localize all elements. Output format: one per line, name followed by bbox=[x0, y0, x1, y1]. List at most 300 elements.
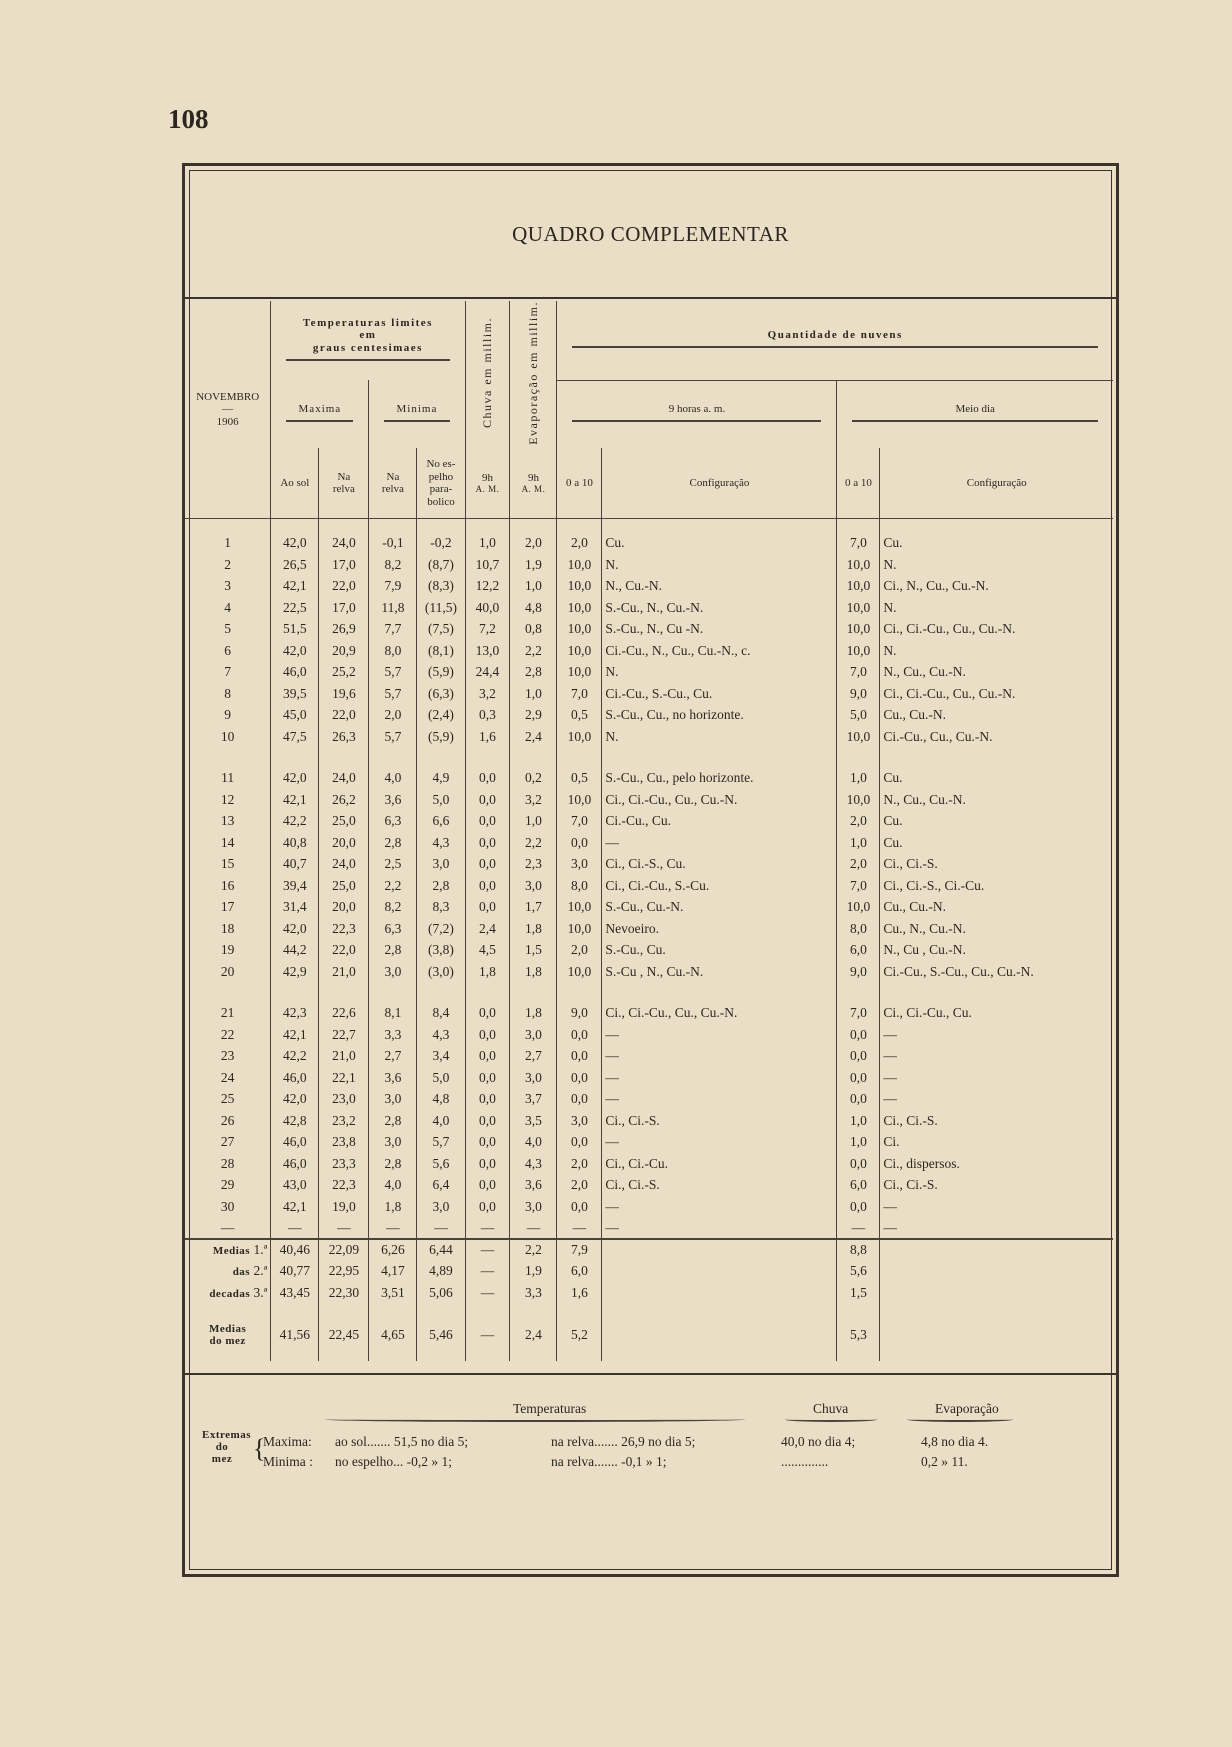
table-cell: 5,7 bbox=[369, 683, 417, 705]
table-cell: 3,5 bbox=[510, 1110, 557, 1132]
table-cell: 20 bbox=[185, 961, 271, 983]
table-cell: 9,0 bbox=[837, 683, 880, 705]
table-cell: 3,6 bbox=[510, 1174, 557, 1196]
table-cell: 4,3 bbox=[417, 832, 465, 854]
spacer-row bbox=[185, 518, 1113, 532]
table-cell: 23,2 bbox=[319, 1110, 369, 1132]
table-cell: Cu., N., Cu.-N. bbox=[883, 920, 966, 936]
table-cell: 0,0 bbox=[837, 1045, 880, 1067]
cloud-config-midday-header: Configuração bbox=[966, 476, 1027, 489]
table-cell: Cu. bbox=[883, 834, 903, 850]
table-cell: 1,6 bbox=[465, 726, 510, 748]
table-cell: 1,0 bbox=[510, 683, 557, 705]
month-mean-row bbox=[185, 1323, 1113, 1347]
table-cell: 3,0 bbox=[417, 1196, 465, 1218]
ao-sol-header: Ao sol bbox=[271, 448, 319, 518]
table-cell bbox=[602, 1260, 837, 1282]
table-cell: 3,0 bbox=[369, 961, 417, 983]
table-cell: 22,5 bbox=[271, 597, 319, 619]
table-cell: Cu. bbox=[883, 535, 903, 551]
table-cell: 22,45 bbox=[319, 1323, 369, 1347]
table-cell: 10,0 bbox=[837, 726, 880, 748]
table-cell: — bbox=[883, 1069, 897, 1085]
table-cell: 10,0 bbox=[837, 789, 880, 811]
table-cell: 0,0 bbox=[465, 896, 510, 918]
table-cell: Ci., Ci.-Cu., Cu., Cu.-N. bbox=[602, 1002, 837, 1024]
table-cell: 42,1 bbox=[271, 789, 319, 811]
day-row bbox=[185, 789, 1113, 811]
day-row bbox=[185, 575, 1113, 597]
day-row bbox=[185, 961, 1113, 983]
table-bottom-divider bbox=[185, 1373, 1116, 1375]
table-cell: 40,46 bbox=[271, 1239, 319, 1261]
table-cell bbox=[880, 982, 1113, 1002]
table-cell: — bbox=[369, 1217, 417, 1239]
table-cell: — bbox=[417, 1217, 465, 1239]
temperature-brace bbox=[325, 1417, 745, 1422]
table-cell: 3,6 bbox=[369, 789, 417, 811]
rain-min: .............. bbox=[781, 1454, 829, 1469]
table-cell: — bbox=[602, 832, 837, 854]
table-cell: 6,0 bbox=[837, 1174, 880, 1196]
table-cell: 0,0 bbox=[465, 1024, 510, 1046]
table-cell: 0,0 bbox=[557, 1024, 602, 1046]
table-cell: 2,8 bbox=[510, 661, 557, 683]
table-cell: 26,3 bbox=[319, 726, 369, 748]
table-cell bbox=[465, 1303, 510, 1323]
table-cell: 1,0 bbox=[837, 1131, 880, 1153]
data-table bbox=[185, 301, 1113, 1361]
table-cell bbox=[185, 982, 271, 1002]
table-cell: Ci., Ci.-Cu., Cu. bbox=[883, 1005, 972, 1021]
table-cell: 1,8 bbox=[510, 918, 557, 940]
table-cell: 30 bbox=[185, 1196, 271, 1218]
table-cell: 5,6 bbox=[417, 1153, 465, 1175]
table-cell: 8,0 bbox=[557, 875, 602, 897]
decade-label: Medias 1.ª bbox=[185, 1239, 271, 1261]
table-cell: 6,4 bbox=[417, 1174, 465, 1196]
table-cell: 10,0 bbox=[557, 640, 602, 662]
table-cell: Ci.-Cu., N., Cu., Cu.-N., c. bbox=[602, 640, 837, 662]
table-cell: 5,0 bbox=[417, 1067, 465, 1089]
day-row bbox=[185, 853, 1113, 875]
day-row bbox=[185, 704, 1113, 726]
table-cell: 10,0 bbox=[837, 640, 880, 662]
day-row bbox=[185, 597, 1113, 619]
table-cell: 4,3 bbox=[417, 1024, 465, 1046]
table-cell: 7,0 bbox=[557, 683, 602, 705]
day-row bbox=[185, 640, 1113, 662]
table-cell: Ci., Ci.-S. bbox=[883, 1112, 938, 1128]
table-cell: 2,2 bbox=[510, 1239, 557, 1261]
table-cell: 0,0 bbox=[465, 1153, 510, 1175]
table-cell: Cu., Cu.-N. bbox=[883, 899, 946, 915]
table-cell: 10,0 bbox=[557, 554, 602, 576]
table-cell: 17,0 bbox=[319, 597, 369, 619]
table-cell: 0,0 bbox=[557, 1067, 602, 1089]
table-cell: 22,30 bbox=[319, 1282, 369, 1304]
day-row bbox=[185, 1196, 1113, 1218]
table-cell: Ci., Ci.-Cu. bbox=[602, 1153, 837, 1175]
table-cell bbox=[880, 1282, 1113, 1304]
table-cell: 0,0 bbox=[465, 875, 510, 897]
table-cell: 10,0 bbox=[557, 597, 602, 619]
table-cell: — bbox=[465, 1282, 510, 1304]
table-cell: Ci., Ci.-S. bbox=[602, 1174, 837, 1196]
table-cell: 42,9 bbox=[271, 961, 319, 983]
table-cell: Cu. bbox=[883, 770, 903, 786]
table-cell: Ci.-Cu., Cu., Cu.-N. bbox=[883, 728, 993, 744]
table-cell bbox=[465, 982, 510, 1002]
minima-label: Minima : bbox=[263, 1454, 313, 1469]
table-cell: 5,0 bbox=[417, 789, 465, 811]
table-cell: 51,5 bbox=[271, 618, 319, 640]
table-cell: 3,51 bbox=[369, 1282, 417, 1304]
table-cell: 24 bbox=[185, 1067, 271, 1089]
day-row bbox=[185, 683, 1113, 705]
table-cell: 3,3 bbox=[510, 1282, 557, 1304]
table-cell bbox=[880, 1347, 1113, 1361]
table-cell: 23,3 bbox=[319, 1153, 369, 1175]
table-cell: — bbox=[602, 1131, 837, 1153]
day-row bbox=[185, 896, 1113, 918]
table-cell bbox=[557, 1347, 602, 1361]
rain-header: Chuva em millim. bbox=[465, 301, 510, 448]
table-cell: 2,5 bbox=[369, 853, 417, 875]
table-cell: (8,7) bbox=[417, 554, 465, 576]
table-cell: — bbox=[185, 1217, 271, 1239]
evap-max: 4,8 no dia 4. bbox=[921, 1434, 989, 1449]
table-cell: 0,0 bbox=[465, 1196, 510, 1218]
table-cell: 1,9 bbox=[510, 1260, 557, 1282]
table-cell: (5,9) bbox=[417, 726, 465, 748]
table-cell bbox=[271, 747, 319, 767]
table-cell: 40,77 bbox=[271, 1260, 319, 1282]
table-cell: 42,1 bbox=[271, 1196, 319, 1218]
table-cell: 6,0 bbox=[557, 1260, 602, 1282]
table-cell: N. bbox=[602, 661, 837, 683]
table-cell: 22,3 bbox=[319, 1174, 369, 1196]
table-cell: 25,0 bbox=[319, 875, 369, 897]
table-cell: Cu., Cu.-N. bbox=[883, 707, 946, 723]
table-cell: 5,0 bbox=[837, 704, 880, 726]
nine-hours-header: 9 horas a. m. bbox=[557, 380, 837, 448]
table-cell: 1,5 bbox=[837, 1282, 880, 1304]
table-cell: 10,0 bbox=[557, 618, 602, 640]
table-cell: 0,0 bbox=[465, 1002, 510, 1024]
table-cell: 10,0 bbox=[837, 896, 880, 918]
table-cell: 40,0 bbox=[465, 597, 510, 619]
table-cell: Ci., N., Cu., Cu.-N. bbox=[883, 578, 989, 594]
evaporation-header: Evaporação em millim. bbox=[510, 301, 557, 448]
table-cell: 5,46 bbox=[417, 1323, 465, 1347]
decade-label: decadas 3.ª bbox=[185, 1282, 271, 1304]
table-cell: 3,0 bbox=[557, 853, 602, 875]
table-cell: (3,8) bbox=[417, 939, 465, 961]
table-cell: 13,0 bbox=[465, 640, 510, 662]
table-cell: N. bbox=[602, 726, 837, 748]
table-cell: (6,3) bbox=[417, 683, 465, 705]
temp-brace bbox=[286, 359, 449, 361]
table-cell: 0,0 bbox=[557, 1196, 602, 1218]
max-relva: na relva....... 26,9 no dia 5; bbox=[551, 1434, 696, 1449]
table-cell: 0,0 bbox=[557, 1131, 602, 1153]
table-cell: 0,0 bbox=[465, 1131, 510, 1153]
minima-header: Minima bbox=[369, 380, 465, 448]
day-row bbox=[185, 832, 1113, 854]
table-cell: S.-Cu., Cu.-N. bbox=[602, 896, 837, 918]
table-cell bbox=[557, 518, 602, 532]
table-cell bbox=[271, 1347, 319, 1361]
table-cell: 22 bbox=[185, 1024, 271, 1046]
table-cell: — bbox=[602, 1045, 837, 1067]
table-cell: 42,2 bbox=[271, 810, 319, 832]
table-cell bbox=[602, 747, 837, 767]
table-cell: 7,2 bbox=[465, 618, 510, 640]
table-cell: 2,0 bbox=[510, 532, 557, 554]
table-cell: 0,2 bbox=[510, 767, 557, 789]
table-cell: 8,3 bbox=[417, 896, 465, 918]
day-row bbox=[185, 661, 1113, 683]
midday-header: Meio dia bbox=[837, 380, 1113, 448]
table-cell: 4,8 bbox=[417, 1088, 465, 1110]
table-cell: Ci., Ci.-Cu., S.-Cu. bbox=[602, 875, 837, 897]
table-cell: 8 bbox=[185, 683, 271, 705]
table-cell: Ci., Ci.-S. bbox=[883, 856, 938, 872]
spacer-row bbox=[185, 747, 1113, 767]
day-row bbox=[185, 1024, 1113, 1046]
spacer-row bbox=[185, 982, 1113, 1002]
table-cell: Ci., Ci.-Cu., Cu., Cu.-N. bbox=[883, 685, 1016, 701]
table-cell: 10,0 bbox=[557, 789, 602, 811]
table-cell: Ci.-Cu., S.-Cu., Cu., Cu.-N. bbox=[883, 963, 1034, 979]
table-cell: 12,2 bbox=[465, 575, 510, 597]
table-cell: 22,0 bbox=[319, 575, 369, 597]
table-cell: 43,0 bbox=[271, 1174, 319, 1196]
table-cell: 2,4 bbox=[510, 726, 557, 748]
table-cell: 22,0 bbox=[319, 704, 369, 726]
table-cell: — bbox=[465, 1323, 510, 1347]
table-cell: Ci., Ci.-Cu., Cu., Cu.-N. bbox=[602, 789, 837, 811]
table-cell: 7,9 bbox=[369, 575, 417, 597]
table-cell: Ci., dispersos. bbox=[883, 1155, 960, 1171]
table-cell: 0,0 bbox=[837, 1153, 880, 1175]
table-cell: 46,0 bbox=[271, 1153, 319, 1175]
table-cell: 1,6 bbox=[557, 1282, 602, 1304]
table-cell: 3,2 bbox=[510, 789, 557, 811]
clouds-brace bbox=[572, 346, 1098, 348]
table-cell bbox=[557, 747, 602, 767]
table-cell: 0,0 bbox=[465, 1174, 510, 1196]
table-cell: 22,3 bbox=[319, 918, 369, 940]
table-cell: 26,9 bbox=[319, 618, 369, 640]
table-cell: 8,8 bbox=[837, 1239, 880, 1261]
table-cell: 4,0 bbox=[417, 1110, 465, 1132]
table-cell: (8,3) bbox=[417, 575, 465, 597]
table-cell: N., Cu , Cu.-N. bbox=[883, 942, 966, 958]
title-divider bbox=[185, 297, 1116, 299]
table-cell: 24,0 bbox=[319, 853, 369, 875]
table-cell bbox=[369, 1303, 417, 1323]
table-cell bbox=[319, 747, 369, 767]
table-cell: 0,8 bbox=[510, 618, 557, 640]
table-cell: 2,7 bbox=[369, 1045, 417, 1067]
table-cell bbox=[602, 518, 837, 532]
table-cell: 21 bbox=[185, 1002, 271, 1024]
table-cell: 2,9 bbox=[510, 704, 557, 726]
table-cell: (7,2) bbox=[417, 918, 465, 940]
table-cell bbox=[880, 1260, 1113, 1282]
table-cell: N., Cu.-N. bbox=[602, 575, 837, 597]
cloud-amount-9h-header: 0 a 10 bbox=[557, 448, 602, 518]
table-cell: (7,5) bbox=[417, 618, 465, 640]
table-cell: 42,0 bbox=[271, 918, 319, 940]
table-cell: 10,0 bbox=[557, 918, 602, 940]
table-cell bbox=[465, 518, 510, 532]
table-cell: 2,8 bbox=[369, 939, 417, 961]
table-cell: 1,0 bbox=[465, 532, 510, 554]
table-cell: 10,0 bbox=[557, 661, 602, 683]
table-cell bbox=[510, 982, 557, 1002]
month-mean-label: Medias do mez bbox=[185, 1323, 271, 1347]
table-cell: 12 bbox=[185, 789, 271, 811]
table-cell: 5 bbox=[185, 618, 271, 640]
table-cell: 42,0 bbox=[271, 640, 319, 662]
table-cell bbox=[602, 1347, 837, 1361]
table-cell: N. bbox=[602, 554, 837, 576]
table-cell bbox=[185, 747, 271, 767]
table-cell: 42,1 bbox=[271, 575, 319, 597]
table-cell: 19,0 bbox=[319, 1196, 369, 1218]
table-cell: 2,4 bbox=[465, 918, 510, 940]
table-cell bbox=[417, 1347, 465, 1361]
table-cell bbox=[880, 1323, 1113, 1347]
table-cell: 42,0 bbox=[271, 767, 319, 789]
extremes-evaporation-heading: Evaporação bbox=[935, 1401, 999, 1416]
dash-row bbox=[185, 1217, 1113, 1239]
table-cell: 25,2 bbox=[319, 661, 369, 683]
maxima-label: Maxima: bbox=[263, 1434, 312, 1449]
day-row bbox=[185, 1131, 1113, 1153]
decade-label: das 2.ª bbox=[185, 1260, 271, 1282]
table-cell: 39,5 bbox=[271, 683, 319, 705]
day-row bbox=[185, 618, 1113, 640]
table-cell bbox=[602, 1239, 837, 1261]
table-cell: 7,0 bbox=[557, 810, 602, 832]
day-row bbox=[185, 939, 1113, 961]
table-cell: 7,0 bbox=[837, 661, 880, 683]
table-cell: 4,3 bbox=[510, 1153, 557, 1175]
table-cell: 20,9 bbox=[319, 640, 369, 662]
day-row bbox=[185, 1174, 1113, 1196]
table-cell: 41,56 bbox=[271, 1323, 319, 1347]
table-cell: 45,0 bbox=[271, 704, 319, 726]
table-cell: 19 bbox=[185, 939, 271, 961]
table-frame bbox=[182, 163, 1119, 1577]
table-cell: 21,0 bbox=[319, 961, 369, 983]
table-cell: (2,4) bbox=[417, 704, 465, 726]
evap-min: 0,2 » 11. bbox=[921, 1454, 968, 1469]
table-cell: 2,0 bbox=[369, 704, 417, 726]
table-cell: 5,3 bbox=[837, 1323, 880, 1347]
table-cell: 2,0 bbox=[557, 532, 602, 554]
table-cell: 0,0 bbox=[837, 1088, 880, 1110]
clouds-group-header: Quantidade de nuvens bbox=[557, 301, 1113, 380]
table-cell bbox=[185, 1303, 271, 1323]
table-cell: 42,3 bbox=[271, 1002, 319, 1024]
table-cell: S.-Cu., Cu. bbox=[602, 939, 837, 961]
day-row bbox=[185, 726, 1113, 748]
table-cell: 2,7 bbox=[510, 1045, 557, 1067]
day-row bbox=[185, 1002, 1113, 1024]
table-cell: 7,9 bbox=[557, 1239, 602, 1261]
table-cell: 4,0 bbox=[369, 1174, 417, 1196]
maxima-header: Maxima bbox=[271, 380, 369, 448]
table-cell: 0,0 bbox=[465, 810, 510, 832]
table-cell bbox=[837, 747, 880, 767]
table-cell: 1,7 bbox=[510, 896, 557, 918]
table-cell: 22,1 bbox=[319, 1067, 369, 1089]
table-cell: 0,0 bbox=[837, 1196, 880, 1218]
table-cell: 4,8 bbox=[510, 597, 557, 619]
table-cell bbox=[880, 1303, 1113, 1323]
table-cell: 9,0 bbox=[837, 961, 880, 983]
table-cell: 5,7 bbox=[369, 661, 417, 683]
table-cell: 24,0 bbox=[319, 767, 369, 789]
day-row bbox=[185, 875, 1113, 897]
table-cell bbox=[602, 1323, 837, 1347]
table-cell: 6,3 bbox=[369, 918, 417, 940]
table-cell: — bbox=[883, 1026, 897, 1042]
table-cell: 1 bbox=[185, 532, 271, 554]
table-cell: 9,0 bbox=[557, 1002, 602, 1024]
table-cell: 0,0 bbox=[465, 853, 510, 875]
table-cell: 11,8 bbox=[369, 597, 417, 619]
table-cell: 3,0 bbox=[510, 1067, 557, 1089]
table-cell: 20,0 bbox=[319, 832, 369, 854]
table-cell: 46,0 bbox=[271, 1067, 319, 1089]
table-cell: 42,2 bbox=[271, 1045, 319, 1067]
table-cell: 1,8 bbox=[465, 961, 510, 983]
table-cell: N., Cu., Cu.-N. bbox=[883, 791, 966, 807]
table-cell bbox=[510, 1347, 557, 1361]
spacer-row bbox=[185, 1347, 1113, 1361]
table-cell: 5,7 bbox=[369, 726, 417, 748]
table-cell: 3,4 bbox=[417, 1045, 465, 1067]
table-cell: N. bbox=[883, 642, 897, 658]
table-cell: 1,8 bbox=[369, 1196, 417, 1218]
table-cell: 42,0 bbox=[271, 1088, 319, 1110]
evaporation-brace bbox=[907, 1417, 1013, 1422]
decade-row bbox=[185, 1282, 1113, 1304]
table-cell: Ci., Ci.-S., Cu. bbox=[602, 853, 837, 875]
table-cell: 7,0 bbox=[837, 875, 880, 897]
table-cell bbox=[837, 1303, 880, 1323]
day-row bbox=[185, 1067, 1113, 1089]
table-cell bbox=[369, 1347, 417, 1361]
table-cell: — bbox=[319, 1217, 369, 1239]
table-cell: 0,3 bbox=[465, 704, 510, 726]
table-cell bbox=[185, 518, 271, 532]
table-cell bbox=[417, 982, 465, 1002]
table-cell bbox=[369, 982, 417, 1002]
table-cell bbox=[837, 1347, 880, 1361]
table-cell: 3,6 bbox=[369, 1067, 417, 1089]
day-row bbox=[185, 554, 1113, 576]
table-cell: 24,0 bbox=[319, 532, 369, 554]
table-cell: — bbox=[602, 1067, 837, 1089]
table-cell: 42,8 bbox=[271, 1110, 319, 1132]
